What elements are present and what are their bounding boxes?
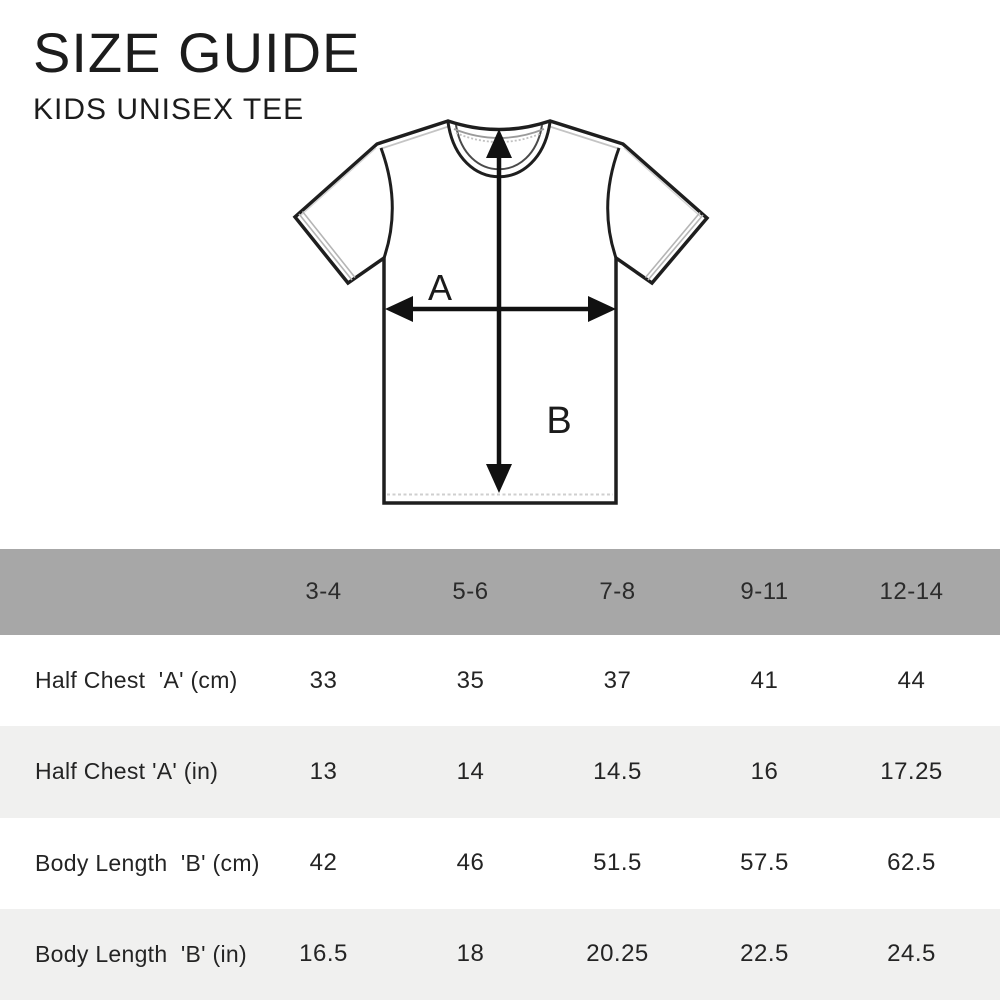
page-subtitle: KIDS UNISEX TEE: [33, 92, 305, 126]
table-row: [0, 635, 1000, 726]
table-row: [0, 818, 1000, 909]
size-column-header: 3-4: [305, 578, 342, 605]
table-value: 17.25: [880, 757, 943, 785]
table-row: [0, 726, 1000, 817]
table-value: 16.5: [299, 940, 348, 968]
size-column-header: 5-6: [452, 578, 489, 605]
table-value: 14: [456, 757, 485, 785]
row-label: Body Length 'B' (cm): [35, 849, 260, 876]
table-value: 41: [750, 666, 779, 694]
table-value: 13: [309, 757, 338, 785]
table-value: 35: [456, 666, 485, 694]
table-value: 20.25: [586, 940, 649, 968]
table-value: 42: [309, 849, 338, 877]
size-column-header: 7-8: [599, 578, 636, 605]
table-value: 46: [456, 849, 485, 877]
table-value: 33: [309, 666, 338, 694]
row-label: Half Chest 'A' (in): [35, 758, 219, 785]
size-column-header: 12-14: [879, 578, 944, 605]
table-value: 16: [750, 757, 779, 785]
table-value: 37: [603, 666, 632, 694]
table-value: 14.5: [593, 757, 642, 785]
table-value: 62.5: [887, 849, 936, 877]
table-value: 51.5: [593, 849, 642, 877]
row-label: Half Chest 'A' (cm): [35, 667, 238, 694]
table-value: 22.5: [740, 940, 789, 968]
table-value: 24.5: [887, 940, 936, 968]
table-value: 44: [897, 666, 926, 694]
size-column-header: 9-11: [740, 578, 789, 605]
table-value: 18: [456, 940, 485, 968]
size-table: [0, 549, 1000, 1000]
measure-b-label: B: [546, 400, 572, 442]
tshirt-measurement-diagram: [280, 100, 720, 540]
table-row: [0, 909, 1000, 1000]
measure-a-label: A: [427, 267, 453, 308]
table-value: 57.5: [740, 849, 789, 877]
page-title: SIZE GUIDE: [33, 21, 361, 84]
row-label: Body Length 'B' (in): [35, 940, 247, 967]
size-table-header-row: [0, 549, 1000, 635]
